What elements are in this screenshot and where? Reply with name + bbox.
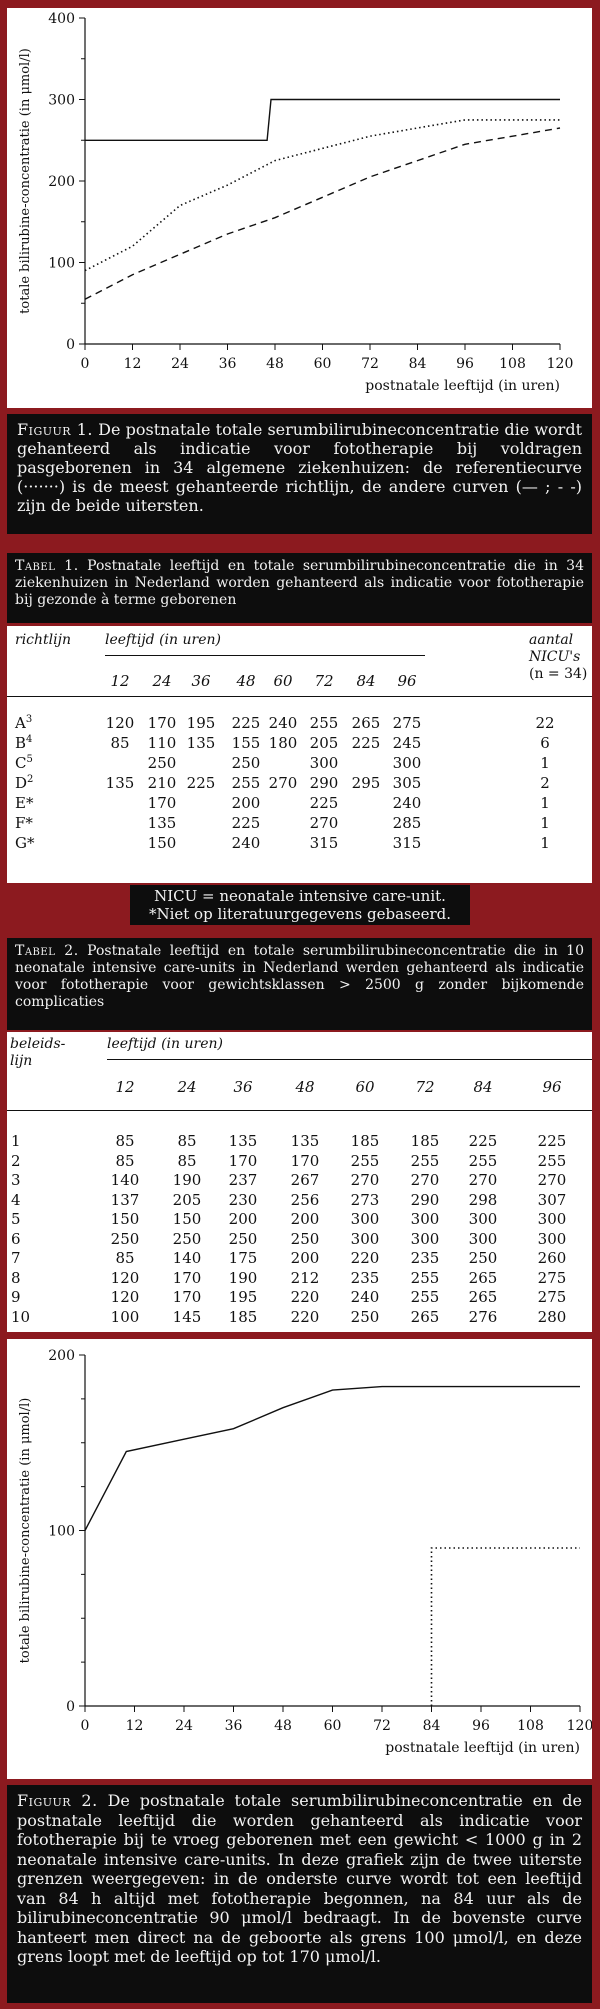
x-axis-label: postnatale leeftijd (in uren) bbox=[365, 378, 560, 394]
nicu-count-cell: 1 bbox=[540, 794, 550, 812]
table-cell: 237 bbox=[228, 1171, 258, 1189]
table-cell: 270 bbox=[537, 1171, 567, 1189]
x-tick-label: 36 bbox=[224, 1718, 243, 1734]
hour-header: 96 bbox=[397, 672, 417, 690]
table-cell: 300 bbox=[350, 1229, 380, 1248]
x-tick-label: 120 bbox=[566, 1718, 592, 1734]
table-cell: 210 bbox=[147, 774, 177, 792]
series-dashed-line bbox=[85, 128, 560, 299]
figure-2-caption-lead: Figuur 2. bbox=[17, 1791, 98, 1810]
table-2 bbox=[7, 1032, 592, 1332]
table-cell: 200 bbox=[228, 1210, 258, 1228]
table-cell: 300 bbox=[410, 1210, 440, 1228]
nicu-header: NICU's bbox=[529, 649, 581, 665]
nicu-count-cell: 2 bbox=[540, 774, 550, 792]
header-rule bbox=[105, 655, 425, 656]
hour-header: 60 bbox=[273, 672, 293, 690]
table-cell: 135 bbox=[147, 814, 177, 832]
table-cell: 270 bbox=[468, 1171, 498, 1189]
row-label: 4 bbox=[11, 1190, 21, 1209]
table-cell: 180 bbox=[268, 734, 298, 752]
row-label: $C^5$ bbox=[15, 754, 33, 772]
table-1-caption-text: Postnatale leeftijd en totale serumbilirubineconcentratie die in 34 ziekenhuizen in Nederland worden gehanteerd als indicatie voor fototherapie bij gezonde à terme geborenen bbox=[15, 558, 584, 608]
hour-header: 12 bbox=[115, 1078, 135, 1096]
row-label: 2 bbox=[11, 1151, 21, 1170]
table-cell: 225 bbox=[231, 814, 261, 832]
y-tick-label: 200 bbox=[48, 174, 75, 190]
table-cell: 200 bbox=[290, 1210, 320, 1228]
table-cell: 305 bbox=[392, 774, 422, 792]
x-axis-label: postnatale leeftijd (in uren) bbox=[385, 1740, 580, 1756]
x-tick-label: 96 bbox=[456, 356, 474, 372]
table-cell: 255 bbox=[350, 1151, 380, 1170]
table-cell: 240 bbox=[392, 794, 422, 812]
table-cell: 220 bbox=[290, 1307, 320, 1326]
table-cell: 110 bbox=[147, 734, 177, 752]
table-cell: 195 bbox=[228, 1288, 258, 1306]
row-header: lijn bbox=[10, 1053, 33, 1069]
table-cell: 270 bbox=[268, 774, 298, 792]
table-2-caption-text: Postnatale leeftijd en totale serumbilirubineconcentratie die in 10 neonatale intensive care-units in Nederland werden gehanteerd als indicatie voor fototherapie voor gewichtsklassen > 2500 g zonder bijkomende complicaties bbox=[15, 943, 584, 1010]
table-cell: 255 bbox=[410, 1268, 440, 1287]
hour-header: 48 bbox=[236, 672, 256, 690]
x-tick-label: 108 bbox=[517, 1718, 544, 1734]
reference-number: 2 bbox=[27, 774, 34, 785]
table-cell: 240 bbox=[268, 714, 298, 732]
table-cell: 276 bbox=[468, 1307, 498, 1326]
table-cell: 85 bbox=[115, 1132, 135, 1150]
row-label: 3 bbox=[11, 1171, 21, 1189]
table-cell: 265 bbox=[468, 1268, 498, 1287]
table-cell: 212 bbox=[290, 1268, 320, 1287]
table-cell: 225 bbox=[468, 1132, 498, 1150]
table-cell: 150 bbox=[172, 1210, 202, 1228]
table-cell: 300 bbox=[468, 1210, 498, 1228]
y-tick-label: 0 bbox=[66, 1699, 75, 1715]
figure-1-caption-text: De postnatale totale serumbilirubineconcentratie die wordt gehanteerd als indicatie voor fototherapie bij voldragen pasgeborenen in 34 algemene ziekenhuizen: de referentiecurve (·······) is de meest gehanteerde richtlijn, de andere curven (— ; - -) zijn de beide uitersten. bbox=[17, 420, 582, 515]
row-label: 9 bbox=[11, 1288, 21, 1306]
table-cell: 225 bbox=[537, 1132, 567, 1150]
table-cell: 235 bbox=[410, 1249, 440, 1267]
table-cell: 225 bbox=[186, 774, 216, 792]
table-1-caption bbox=[7, 553, 592, 623]
table-cell: 300 bbox=[392, 754, 422, 772]
hour-header: 72 bbox=[314, 672, 334, 690]
table-cell: 220 bbox=[290, 1288, 320, 1306]
table-cell: 298 bbox=[468, 1190, 498, 1209]
table-cell: 205 bbox=[172, 1190, 202, 1209]
table-cell: 135 bbox=[186, 734, 216, 752]
nicu-count-cell: 1 bbox=[540, 834, 550, 852]
table-cell: 235 bbox=[350, 1268, 380, 1287]
hour-header: 48 bbox=[295, 1078, 315, 1096]
reference-number: 3 bbox=[25, 714, 33, 725]
table-cell: 205 bbox=[309, 734, 339, 752]
figure-2-caption-text: De postnatale totale serumbilirubineconcentratie en de postnatale leeftijd die worden gehanteerd als indicatie voor fototherapie bij te vroeg geborenen met een gewicht < 1000 g in 2 neonatale intensive care-units. In deze grafiek zijn de twee uiterste grenzen weergegeven: in de onderste curve wordt tot een leeftijd van 84 h altijd met fototherapie begonnen, na 84 uur als de bilirubineconcentratie 90 μmol/l bedraagt. In de bovenste curve hanteert men direct na de geboorte als grens 100 μmol/l, en deze grens loopt met de leeftijd op tot 170 μmol/l. bbox=[17, 1791, 582, 1966]
table-cell: 170 bbox=[172, 1288, 202, 1306]
table-cell: 295 bbox=[351, 774, 381, 792]
table-cell: 255 bbox=[468, 1151, 498, 1170]
x-tick-label: 12 bbox=[125, 1718, 144, 1734]
table-cell: 170 bbox=[228, 1151, 258, 1170]
table-cell: 307 bbox=[537, 1190, 567, 1209]
row-label: E* bbox=[15, 794, 34, 812]
table-cell: 315 bbox=[309, 834, 339, 852]
table-cell: 275 bbox=[537, 1288, 567, 1306]
figure-1-chart bbox=[7, 8, 592, 408]
figure-2-caption bbox=[7, 1785, 592, 2003]
table-cell: 170 bbox=[147, 714, 177, 732]
nicu-header: aantal bbox=[529, 632, 574, 648]
row-label: 10 bbox=[11, 1307, 31, 1326]
table-cell: 100 bbox=[110, 1307, 140, 1326]
hour-header: 24 bbox=[152, 672, 172, 690]
table-cell: 190 bbox=[172, 1171, 202, 1189]
nicu-count-cell: 1 bbox=[540, 814, 550, 832]
table-cell: 230 bbox=[228, 1190, 258, 1209]
x-tick-label: 48 bbox=[266, 356, 284, 372]
table-cell: 170 bbox=[147, 794, 177, 812]
table-cell: 265 bbox=[410, 1307, 440, 1326]
figure-2-chart bbox=[7, 1339, 592, 1779]
table-cell: 170 bbox=[290, 1151, 320, 1170]
y-axis-label: totale bilirubine-concentratie (in μmol/l) bbox=[18, 48, 33, 314]
table-cell: 255 bbox=[410, 1288, 440, 1306]
table-2-caption bbox=[7, 938, 592, 1030]
table-cell: 225 bbox=[309, 794, 339, 812]
table-cell: 195 bbox=[186, 714, 216, 732]
row-label: 1 bbox=[11, 1132, 21, 1150]
table-cell: 250 bbox=[468, 1249, 498, 1267]
hour-header: 60 bbox=[355, 1078, 375, 1096]
table-cell: 190 bbox=[228, 1268, 258, 1287]
table-cell: 255 bbox=[537, 1151, 567, 1170]
table-cell: 245 bbox=[392, 734, 422, 752]
column-group-header: leeftijd (in uren) bbox=[105, 632, 221, 648]
y-axis-label: totale bilirubine-concentratie (in μmol/l) bbox=[18, 1397, 33, 1664]
table-cell: 85 bbox=[177, 1151, 197, 1170]
table-cell: 175 bbox=[228, 1249, 258, 1267]
table-cell: 135 bbox=[290, 1132, 320, 1150]
x-tick-label: 0 bbox=[80, 356, 90, 372]
header-rule bbox=[107, 1059, 592, 1060]
table-cell: 240 bbox=[231, 834, 261, 852]
x-tick-label: 12 bbox=[123, 356, 142, 372]
table-cell: 270 bbox=[350, 1171, 380, 1189]
row-header: richtlijn bbox=[15, 632, 71, 648]
table-2-caption-lead: Tabel 2. bbox=[15, 943, 79, 959]
table-cell: 300 bbox=[410, 1229, 440, 1248]
table-cell: 85 bbox=[110, 734, 130, 752]
row-label: G* bbox=[15, 834, 35, 852]
table-cell: 120 bbox=[110, 1268, 140, 1287]
y-tick-label: 100 bbox=[48, 1523, 75, 1540]
table-cell: 120 bbox=[110, 1288, 140, 1306]
table-cell: 300 bbox=[537, 1210, 567, 1228]
header-bottom-rule bbox=[7, 696, 592, 697]
x-tick-label: 84 bbox=[422, 1718, 441, 1734]
figure-1-caption bbox=[7, 414, 592, 534]
y-tick-label: 100 bbox=[48, 255, 75, 272]
x-tick-label: 72 bbox=[361, 356, 379, 372]
table-cell: 290 bbox=[410, 1190, 440, 1209]
table-cell: 185 bbox=[350, 1132, 380, 1150]
row-label: $D^2$ bbox=[15, 774, 34, 792]
table-cell: 273 bbox=[350, 1190, 380, 1209]
table-cell: 300 bbox=[468, 1229, 498, 1248]
row-label: 7 bbox=[11, 1249, 21, 1267]
series-dotted-line bbox=[432, 1548, 581, 1706]
x-tick-label: 60 bbox=[313, 356, 332, 372]
table-cell: 250 bbox=[172, 1229, 202, 1248]
row-label: $B^4$ bbox=[15, 734, 33, 752]
x-tick-label: 84 bbox=[408, 356, 427, 372]
table-cell: 250 bbox=[110, 1229, 140, 1248]
table-cell: 265 bbox=[468, 1288, 498, 1306]
x-tick-label: 24 bbox=[175, 1718, 193, 1734]
hour-header: 84 bbox=[356, 672, 376, 690]
table-cell: 300 bbox=[350, 1210, 380, 1228]
table-cell: 170 bbox=[172, 1268, 202, 1287]
x-tick-label: 36 bbox=[218, 356, 237, 372]
row-label: $A^3$ bbox=[15, 714, 33, 732]
table-1-note-nicu: NICU = neonatale intensive care-unit. bbox=[154, 887, 446, 905]
hour-header: 12 bbox=[110, 672, 130, 690]
x-tick-label: 60 bbox=[323, 1718, 342, 1734]
row-label: 5 bbox=[11, 1210, 21, 1228]
x-tick-label: 0 bbox=[80, 1718, 90, 1734]
table-cell: 140 bbox=[172, 1249, 202, 1267]
table-cell: 270 bbox=[410, 1171, 440, 1189]
nicu-header: (n = 34) bbox=[529, 666, 588, 682]
row-label: F* bbox=[15, 814, 33, 832]
table-cell: 85 bbox=[115, 1151, 135, 1170]
x-tick-label: 24 bbox=[171, 356, 189, 372]
y-tick-label: 300 bbox=[48, 92, 75, 109]
table-cell: 256 bbox=[290, 1190, 320, 1209]
nicu-count-cell: 22 bbox=[535, 714, 555, 732]
x-tick-label: 72 bbox=[373, 1718, 391, 1734]
hour-header: 96 bbox=[542, 1078, 562, 1096]
table-cell: 85 bbox=[177, 1132, 197, 1150]
table-cell: 225 bbox=[351, 734, 381, 752]
row-label: 8 bbox=[11, 1268, 21, 1287]
figure-1-panel bbox=[7, 8, 592, 408]
row-header: beleids- bbox=[10, 1036, 66, 1052]
table-cell: 250 bbox=[231, 754, 261, 772]
table-cell: 290 bbox=[309, 774, 339, 792]
table-cell: 250 bbox=[228, 1229, 258, 1248]
table-cell: 225 bbox=[231, 714, 261, 732]
table-cell: 255 bbox=[410, 1151, 440, 1170]
table-1-note-literature: *Niet op literatuurgegevens gebaseerd. bbox=[148, 905, 452, 923]
series-solid-line bbox=[85, 1387, 580, 1531]
series-dotted-line bbox=[85, 120, 560, 271]
hour-header: 24 bbox=[177, 1078, 197, 1096]
table-cell: 250 bbox=[350, 1307, 380, 1326]
table-cell: 135 bbox=[105, 774, 135, 792]
table-cell: 135 bbox=[228, 1132, 258, 1150]
series-solid-line bbox=[85, 100, 560, 141]
table-cell: 85 bbox=[115, 1249, 135, 1267]
table-cell: 155 bbox=[231, 734, 261, 752]
table-cell: 185 bbox=[228, 1307, 258, 1326]
table-cell: 250 bbox=[147, 754, 177, 772]
table-cell: 300 bbox=[537, 1229, 567, 1248]
hour-header: 36 bbox=[191, 672, 211, 690]
x-tick-label: 96 bbox=[472, 1718, 490, 1734]
table-cell: 150 bbox=[147, 834, 177, 852]
reference-number: 5 bbox=[26, 754, 33, 765]
table-cell: 137 bbox=[110, 1190, 140, 1209]
table-cell: 255 bbox=[309, 714, 339, 732]
hour-header: 36 bbox=[233, 1078, 253, 1096]
table-cell: 260 bbox=[537, 1249, 567, 1267]
table-cell: 200 bbox=[290, 1249, 320, 1267]
x-tick-label: 48 bbox=[274, 1718, 292, 1734]
hour-header: 72 bbox=[415, 1078, 435, 1096]
y-tick-label: 0 bbox=[66, 337, 75, 353]
reference-number: 4 bbox=[26, 734, 33, 745]
table-cell: 285 bbox=[392, 814, 422, 832]
table-cell: 120 bbox=[105, 714, 135, 732]
nicu-count-cell: 6 bbox=[540, 734, 550, 752]
table-cell: 250 bbox=[290, 1229, 320, 1248]
table-cell: 185 bbox=[410, 1132, 440, 1150]
table-cell: 300 bbox=[309, 754, 339, 772]
table-cell: 255 bbox=[231, 774, 261, 792]
table-cell: 150 bbox=[110, 1210, 140, 1228]
table-cell: 315 bbox=[392, 834, 422, 852]
table-cell: 140 bbox=[110, 1171, 140, 1189]
figure-1-caption-lead: Figuur 1. bbox=[17, 420, 93, 439]
y-tick-label: 400 bbox=[48, 11, 75, 27]
table-1-notes bbox=[130, 885, 470, 925]
column-group-header: leeftijd (in uren) bbox=[107, 1036, 223, 1052]
table-cell: 240 bbox=[350, 1288, 380, 1306]
table-cell: 220 bbox=[350, 1249, 380, 1267]
table-cell: 280 bbox=[537, 1307, 567, 1326]
x-tick-label: 120 bbox=[546, 356, 574, 372]
table-cell: 275 bbox=[537, 1268, 567, 1287]
table-cell: 275 bbox=[392, 714, 422, 732]
table-cell: 265 bbox=[351, 714, 381, 732]
nicu-count-cell: 1 bbox=[540, 754, 550, 772]
table-cell: 145 bbox=[172, 1307, 202, 1326]
y-tick-label: 200 bbox=[48, 1348, 75, 1364]
table-cell: 267 bbox=[290, 1171, 320, 1189]
table-cell: 200 bbox=[231, 794, 261, 812]
x-tick-label: 108 bbox=[499, 356, 526, 372]
row-label: 6 bbox=[11, 1229, 21, 1248]
figure-2-panel bbox=[7, 1339, 592, 1779]
table-1-caption-lead: Tabel 1. bbox=[15, 558, 79, 574]
table-1 bbox=[7, 626, 592, 883]
table-cell: 270 bbox=[309, 814, 339, 832]
header-bottom-rule bbox=[7, 1110, 592, 1111]
hour-header: 84 bbox=[473, 1078, 493, 1096]
